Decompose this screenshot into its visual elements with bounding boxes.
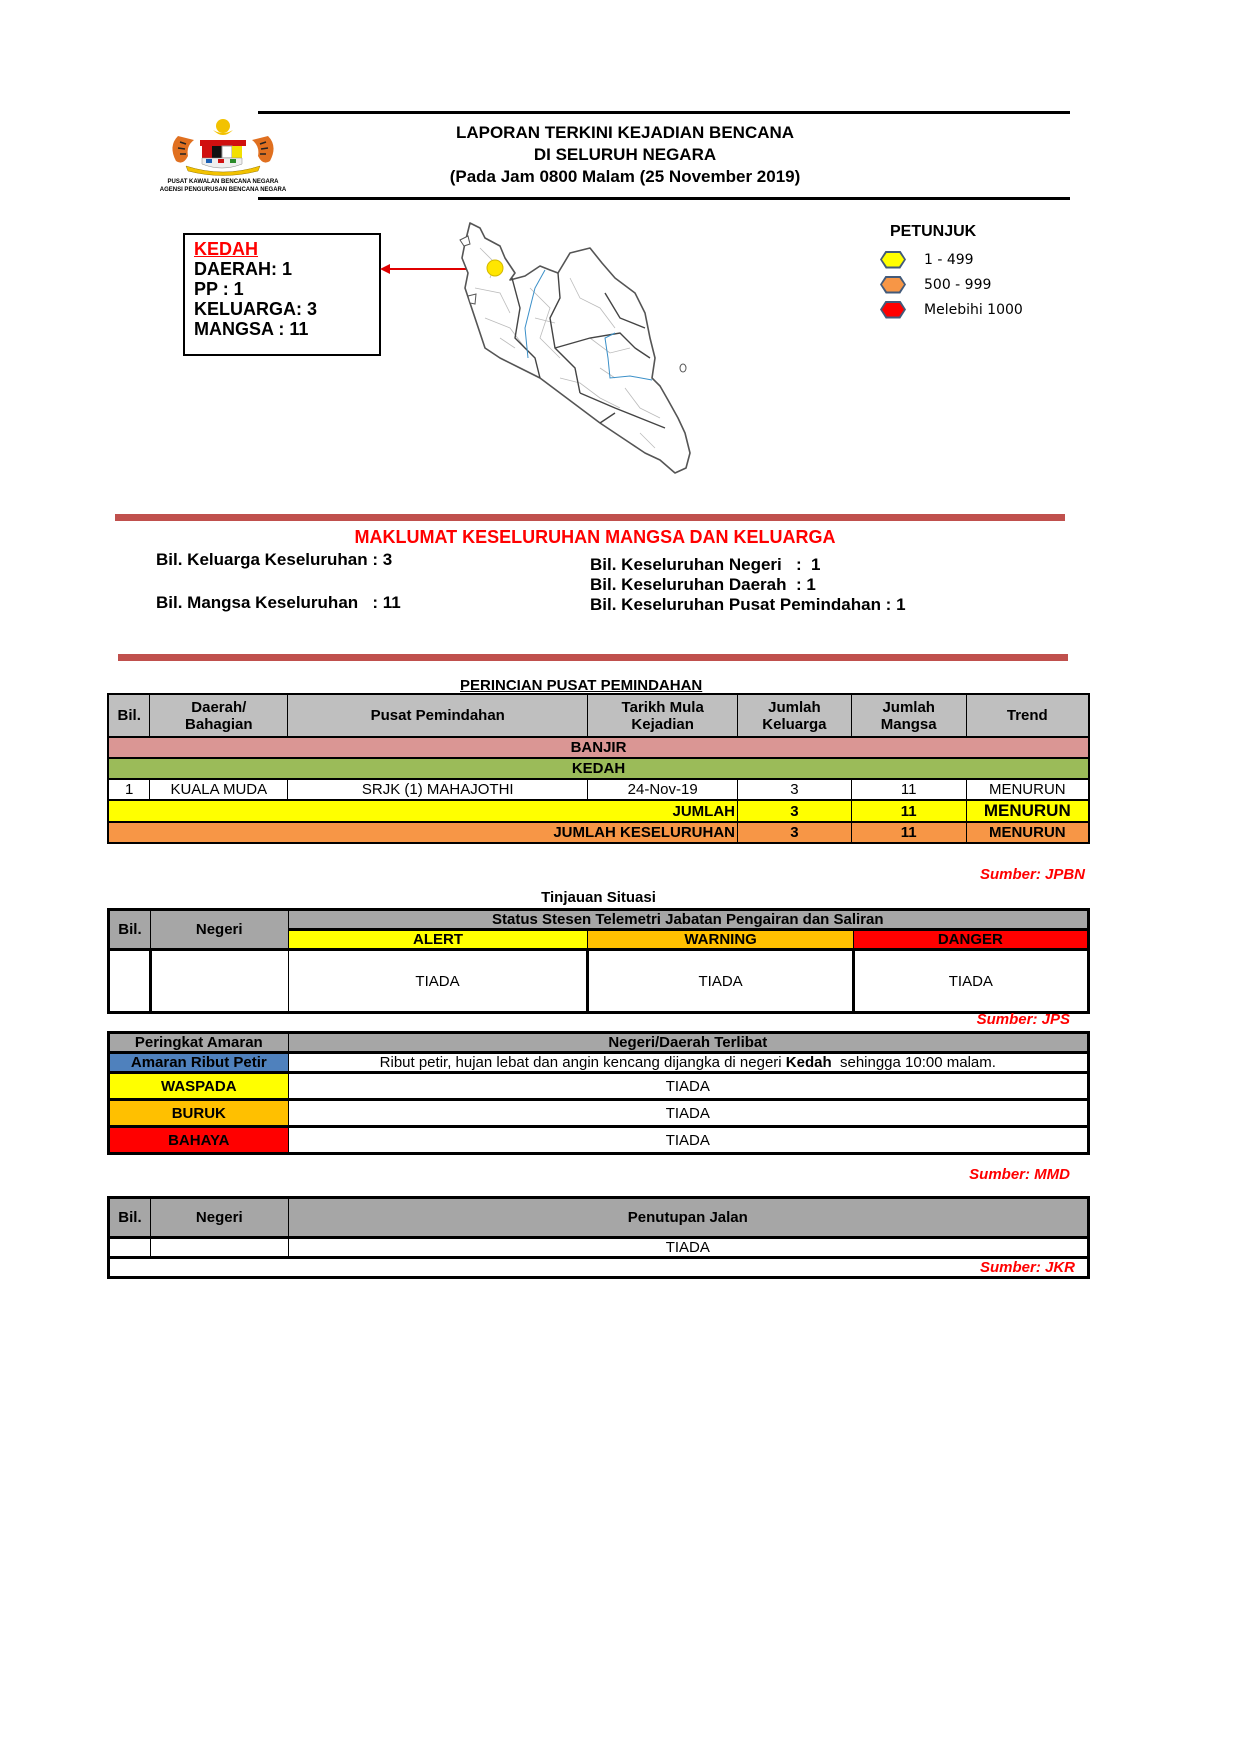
legend-label: 1 - 499 (924, 251, 974, 268)
road-data-row (109, 1238, 1089, 1258)
table-row (108, 779, 1089, 800)
situation-table (107, 908, 1090, 1014)
warning-text-state: Kedah (785, 1054, 832, 1071)
source-jpbn: Sumber: JPBN (979, 866, 1085, 883)
info-mangsa: MANGSA : 11 (194, 319, 309, 339)
cell-keluarga: 3 (738, 779, 852, 800)
col-pusat: Pusat Pemindahan (288, 694, 588, 737)
orange-hexagon-icon (880, 276, 906, 294)
col-keluarga (738, 694, 852, 737)
kedah-highlight (487, 260, 503, 276)
summary-negeri: Bil. Keseluruhan Negeri : 1 (590, 555, 821, 574)
warning-row (109, 1127, 1089, 1154)
warning-text-before: Ribut petir, hujan lebat dan angin kencang dijangka di negeri (379, 1054, 786, 1071)
level-waspada: WASPADA (109, 1073, 289, 1100)
jumlah-keseluruhan-row (108, 822, 1089, 843)
col-bil: Bil. (109, 1198, 151, 1238)
col-mangsa (851, 694, 966, 737)
summary-top-bar (115, 514, 1065, 521)
warning-text (288, 1053, 1088, 1073)
summary-pusat: Bil. Keseluruhan Pusat Pemindahan : 1 (590, 595, 906, 614)
report-title-line2: DI SELURUH NEGARA (533, 145, 717, 164)
jumlah-label: JUMLAH (108, 800, 738, 822)
level-bahaya: BAHAYA (109, 1127, 289, 1154)
col-daerah (150, 694, 288, 737)
warning-row (109, 1053, 1089, 1073)
table-header-row (108, 694, 1089, 737)
red-hexagon-icon (880, 301, 906, 319)
jumlah-keluarga: 3 (738, 800, 852, 822)
situation-header-row (109, 910, 1089, 930)
header-bottom-rule (258, 197, 1070, 200)
jumlah-row (108, 800, 1089, 822)
coat-of-arms-logo (158, 116, 288, 196)
summary-mangsa: Bil. Mangsa Keseluruhan : 11 (156, 593, 401, 612)
peninsular-malaysia-map (440, 218, 700, 480)
summary-daerah: Bil. Keseluruhan Daerah : 1 (590, 575, 816, 594)
legend-item (880, 272, 1050, 297)
report-title-line1: LAPORAN TERKINI KEJADIAN BENCANA (455, 123, 795, 142)
info-daerah: DAERAH: 1 (194, 259, 293, 279)
jumlah-keseluruhan-keluarga: 3 (738, 822, 852, 843)
legend-label: Melebihi 1000 (924, 301, 1023, 318)
info-pp: PP : 1 (194, 279, 244, 299)
level-ribut-petir: Amaran Ribut Petir (109, 1053, 289, 1073)
col-mangsa-line1: Jumlah (882, 698, 935, 716)
jumlah-keseluruhan-mangsa: 11 (851, 822, 966, 843)
level-alert: ALERT (288, 930, 588, 950)
warning-row (109, 1073, 1089, 1100)
col-daerah-line2: Bahagian (185, 715, 253, 733)
level-warning: WARNING (588, 930, 853, 950)
situation-table-caption: Tinjauan Situasi (541, 889, 656, 906)
map-legend (880, 223, 1050, 322)
jumlah-mangsa: 11 (851, 800, 966, 822)
col-daerah-line1: Daerah/ (191, 698, 247, 716)
cell-warning: TIADA (588, 950, 853, 1013)
buruk-text: TIADA (665, 1104, 710, 1122)
road-source-row (109, 1258, 1089, 1278)
col-negeri: Negeri (150, 1198, 288, 1238)
warning-header-row (109, 1033, 1089, 1053)
cell-negeri (150, 950, 288, 1013)
col-keluarga-line1: Jumlah (768, 698, 821, 716)
evacuation-table-caption: PERINCIAN PUSAT PEMINDAHAN (460, 677, 703, 694)
cell-bil (109, 950, 151, 1013)
level-buruk: BURUK (109, 1100, 289, 1127)
disaster-type: BANJIR (570, 739, 627, 756)
jumlah-trend: MENURUN (983, 801, 1071, 820)
yellow-hexagon-icon (880, 251, 906, 269)
cell-bil: 1 (108, 779, 150, 800)
level-danger: DANGER (853, 930, 1088, 950)
source-jkr: Sumber: JKR (979, 1259, 1075, 1276)
logo-text-line2: AGENSI PENGURUSAN BENCANA NEGARA (159, 187, 287, 193)
summary-keluarga: Bil. Keluarga Keseluruhan : 3 (156, 550, 393, 569)
col-negeri: Negeri (150, 910, 288, 950)
col-tarikh-line2: Kejadian (631, 715, 694, 733)
legend-item (880, 297, 1050, 322)
jumlah-keseluruhan-label: JUMLAH KESELURUHAN (108, 822, 738, 843)
jumlah-keseluruhan-trend: MENURUN (988, 824, 1066, 841)
col-penutupan-jalan: Penutupan Jalan (627, 1209, 748, 1226)
logo-text-line1: PUSAT KAWALAN BENCANA NEGARA (167, 179, 279, 185)
cell-mangsa: 11 (851, 779, 966, 800)
waspada-text: TIADA (665, 1077, 710, 1095)
info-keluarga: KELUARGA: 3 (194, 299, 318, 319)
cell-danger: TIADA (948, 972, 993, 990)
cell-alert: TIADA (288, 950, 588, 1013)
col-mangsa-line2: Mangsa (880, 715, 937, 733)
cell-negeri (150, 1238, 288, 1258)
evacuation-centre-table (107, 693, 1090, 844)
cell-daerah: KUALA MUDA (150, 779, 288, 800)
source-jps: Sumber: JPS (976, 1011, 1070, 1028)
state-name: KEDAH (571, 760, 626, 777)
col-bil: Bil. (109, 910, 151, 950)
warning-row (109, 1100, 1089, 1127)
coat-of-arms-icon (158, 116, 288, 176)
header-top-rule (258, 111, 1070, 114)
road-closure-table (107, 1196, 1090, 1279)
cell-tarikh: 24-Nov-19 (588, 779, 738, 800)
col-bil: Bil. (108, 694, 150, 737)
legend-item (880, 247, 1050, 272)
road-header-row (109, 1198, 1089, 1238)
state-row (108, 758, 1089, 779)
legend-title: PETUNJUK (890, 223, 977, 240)
cell-pusat: SRJK (1) MAHAJOTHI (288, 779, 588, 800)
situation-data-row (109, 950, 1089, 1013)
col-area: Negeri/Daerah Terlibat (608, 1034, 768, 1051)
cell-bil (109, 1238, 151, 1258)
disaster-type-row (108, 737, 1089, 758)
bahaya-text: TIADA (665, 1131, 710, 1149)
cell-trend: MENURUN (988, 781, 1066, 798)
summary-title: MAKLUMAT KESELURUHAN MANGSA DAN KELUARGA (354, 527, 836, 547)
summary-bottom-bar (118, 654, 1068, 661)
state-info-box (183, 233, 381, 356)
col-trend: Trend (966, 694, 1089, 737)
col-keluarga-line2: Keluarga (762, 715, 827, 733)
source-mmd: Sumber: MMD (969, 1166, 1070, 1183)
legend-label: 500 - 999 (924, 276, 992, 293)
warning-text-after: sehingga 10:00 malam. (831, 1054, 996, 1071)
col-tarikh (588, 694, 738, 737)
weather-warning-table (107, 1031, 1090, 1155)
info-state-name: KEDAH (194, 239, 259, 259)
telemetry-status-header: Status Stesen Telemetri Jabatan Pengairan dan Saliran (288, 910, 1088, 930)
col-tarikh-line1: Tarikh Mula (621, 698, 704, 716)
report-title-line3: (Pada Jam 0800 Malam (25 November 2019) (449, 167, 801, 186)
cell-penutupan: TIADA (665, 1239, 710, 1256)
col-level: Peringkat Amaran (109, 1033, 289, 1053)
